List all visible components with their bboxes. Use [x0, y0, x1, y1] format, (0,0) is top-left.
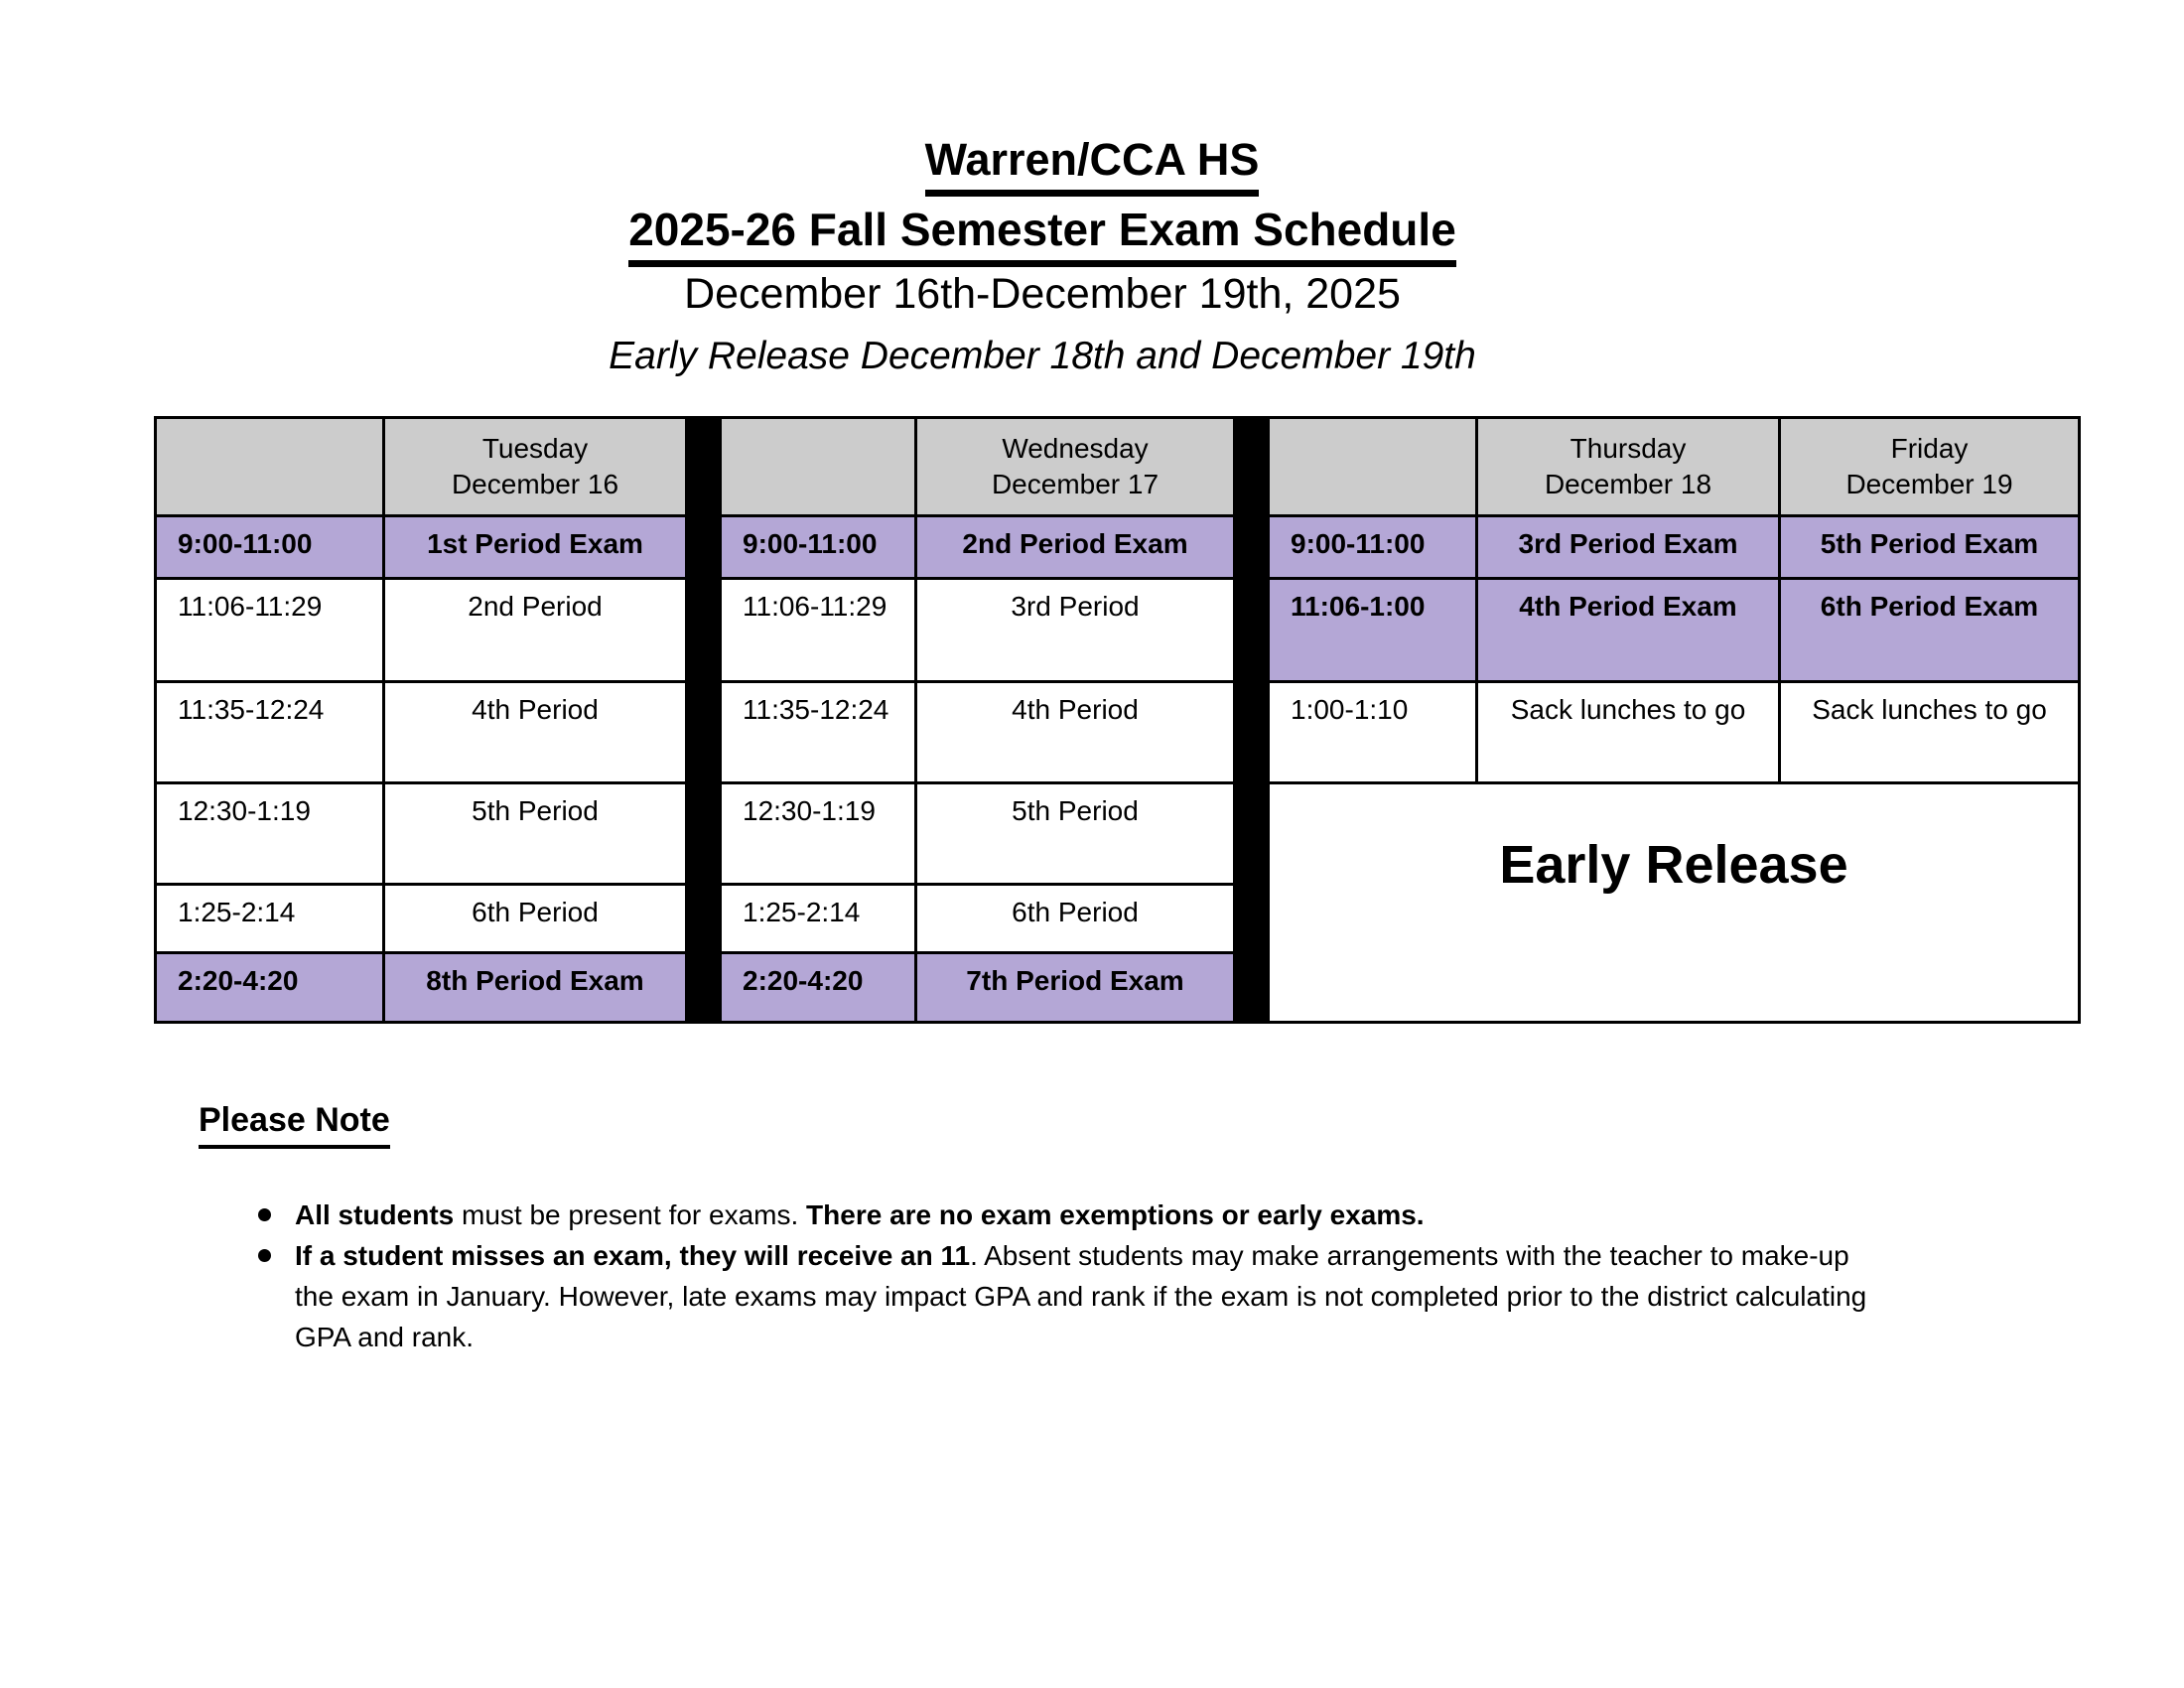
bullet-text-segment: There are no exam exemptions or early exams.: [806, 1198, 1425, 1230]
early-release-subtitle: Early Release December 18th and December 19th: [609, 335, 1476, 377]
tuesday-time-header-cell: [157, 419, 382, 514]
time-cell: 2:20-4:20: [722, 954, 914, 1021]
time-cell: 11:06-11:29: [722, 580, 914, 680]
tuesday-day-label: Tuesday: [481, 433, 589, 465]
bullet-text: [295, 1235, 1895, 1357]
early-release-cell: Early Release: [1270, 784, 2078, 1021]
time-cell: 12:30-1:19: [722, 784, 914, 883]
exam-cell: 2nd Period Exam: [917, 517, 1233, 577]
bullet-text-segment: All students: [295, 1198, 455, 1230]
period-cell: 5th Period: [917, 784, 1233, 883]
exam-cell: 3rd Period Exam: [1478, 517, 1778, 577]
period-cell: 6th Period: [917, 886, 1233, 951]
time-cell: 11:35-12:24: [157, 683, 382, 781]
school-title: [0, 133, 2184, 197]
time-cell: 11:35-12:24: [722, 683, 914, 781]
friday-day-label: Friday: [1890, 433, 1969, 465]
date-range: December 16th-December 19th, 2025: [684, 270, 1401, 318]
exam-cell: 5th Period Exam: [1781, 517, 2078, 577]
time-cell: 9:00-11:00: [157, 517, 382, 577]
time-cell: 12:30-1:19: [157, 784, 382, 883]
time-cell: 1:25-2:14: [722, 886, 914, 951]
thursday-date-label: December 18: [1544, 469, 1712, 499]
school-title-text: Warren/CCA HS: [925, 133, 1260, 197]
wednesday-date-label: December 17: [991, 469, 1160, 499]
period-cell: 4th Period: [385, 683, 685, 781]
period-cell: 2nd Period: [385, 580, 685, 680]
section-divider-bar: [688, 419, 719, 1021]
wednesday-time-header-cell: [722, 419, 914, 514]
exam-cell: 1st Period Exam: [385, 517, 685, 577]
exam-cell: 7th Period Exam: [917, 954, 1233, 1021]
tuesday-date-label: December 16: [451, 469, 619, 499]
bullet-text: [295, 1195, 1895, 1235]
exam-cell: 6th Period Exam: [1781, 580, 2078, 680]
time-cell: 9:00-11:00: [722, 517, 914, 577]
exam-cell: 4th Period Exam: [1478, 580, 1778, 680]
wednesday-header-cell: [917, 419, 1233, 514]
page-title-text: 2025-26 Fall Semester Exam Schedule: [628, 203, 1456, 267]
period-cell: 4th Period: [917, 683, 1233, 781]
friday-date-label: December 19: [1845, 469, 2013, 499]
exam-cell: 8th Period Exam: [385, 954, 685, 1021]
thursday-friday-time-header-cell: [1270, 419, 1475, 514]
time-cell: 1:00-1:10: [1270, 683, 1475, 781]
exam-schedule-table: [154, 416, 2081, 1024]
bullet-icon: [258, 1249, 271, 1262]
notes-section: [199, 1100, 1916, 1357]
period-cell: 3rd Period: [917, 580, 1233, 680]
period-cell: 6th Period: [385, 886, 685, 951]
tuesday-header-cell: [385, 419, 685, 514]
bullet-icon: [258, 1208, 271, 1221]
time-cell: 11:06-1:00: [1270, 580, 1475, 680]
notes-bullet-list: [199, 1195, 1916, 1357]
sack-lunch-cell: Sack lunches to go: [1781, 683, 2078, 781]
bullet-text-segment: . Absent students may make arrangements with the teacher to make-up the exam in January. However, late exams may impact GPA and rank if the exam is not completed prior to the district calculating GPA and rank.: [295, 1239, 1867, 1352]
period-cell: 5th Period: [385, 784, 685, 883]
notes-heading-text: Please Note: [199, 1100, 390, 1149]
time-cell: 2:20-4:20: [157, 954, 382, 1021]
sack-lunch-cell: Sack lunches to go: [1478, 683, 1778, 781]
bullet-text-segment: If a student misses an exam, they will receive an 11: [295, 1239, 971, 1271]
section-divider-bar: [1236, 419, 1267, 1021]
list-item: [199, 1195, 1916, 1235]
thursday-day-label: Thursday: [1570, 433, 1687, 465]
list-item: [199, 1235, 1916, 1357]
notes-heading: [199, 1100, 1916, 1149]
time-cell: 9:00-11:00: [1270, 517, 1475, 577]
time-cell: 11:06-11:29: [157, 580, 382, 680]
bullet-text-segment: must be present for exams.: [454, 1198, 807, 1230]
time-cell: 1:25-2:14: [157, 886, 382, 951]
page-title: [0, 203, 2134, 267]
thursday-header-cell: [1478, 419, 1778, 514]
friday-header-cell: [1781, 419, 2078, 514]
wednesday-day-label: Wednesday: [1002, 433, 1149, 465]
